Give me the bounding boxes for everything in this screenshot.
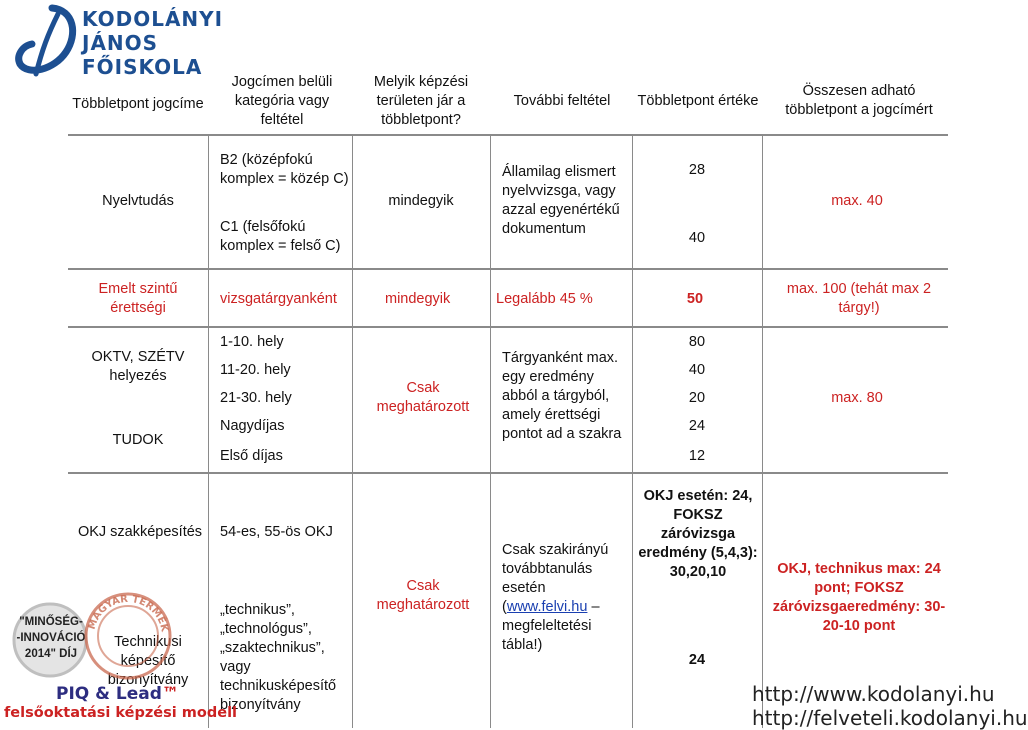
kodolanyi-logo <box>14 4 224 80</box>
oktv-value-5: 12 <box>688 447 706 464</box>
logo-line-3: FŐISKOLA <box>82 55 203 79</box>
okj-condition-text: Csak szakirányú továbbtanulás esetén ( <box>502 542 609 615</box>
logo-line-1: KODOLÁNYI <box>82 7 224 31</box>
oktv-value-1: 80 <box>688 333 706 350</box>
piq-part-2: ™ <box>161 684 179 704</box>
divider <box>68 268 948 270</box>
okj-value-2: 24 <box>688 651 706 668</box>
header-kategoria: Jogcímen belüli kategória vagy feltétel <box>231 73 333 128</box>
badge-line-1: "MINŐSÉG- <box>19 616 83 628</box>
okj-cat-1: 54-es, 55-ös OKJ <box>220 523 333 540</box>
seal-text: MAGYAR TERMÉK <box>86 593 170 633</box>
piq-lead-label <box>56 684 179 704</box>
header-ertek: Többletpont értéke <box>637 92 759 109</box>
felvi-link[interactable]: www.felvi.hu <box>506 599 588 615</box>
nyelvtudas-condition: Államilag elismert nyelvvizsga, vagy azzal egyenértékű dokumentum <box>502 164 620 237</box>
emelt-total: max. 100 (tehát max 2 tárgy!) <box>786 281 932 316</box>
nyelvtudas-value-b2: 28 <box>688 161 706 178</box>
oktv-cat-4: Nagydíjas <box>220 417 285 434</box>
oktv-total: max. 80 <box>831 389 883 406</box>
nyelvtudas-b2: B2 (középfokú komplex = közép C) <box>220 152 349 187</box>
emelt-value: 50 <box>686 290 704 307</box>
emelt-condition: Legalább 45 % <box>496 290 593 307</box>
oktv-condition: Tárgyanként max. egy eredmény abból a tárgyból, amely érettségi pontot ad a szakra <box>502 349 622 442</box>
badge-line-2: -INNOVÁCIÓ <box>16 632 86 644</box>
divider <box>490 134 491 728</box>
okj-value-1: OKJ esetén: 24, FOKSZ záróvizsga eredmény (5,4,3): 30,20,10 <box>638 487 758 580</box>
nyelvtudas-value-c1: 40 <box>688 229 706 246</box>
nyelvtudas-c1: C1 (felsőfokú komplex = felső C) <box>220 219 341 254</box>
row-technikus-title: Technikusi képesítő bizonyítvány <box>107 633 189 688</box>
header-feltetel: További feltétel <box>513 92 611 109</box>
oktv-value-2: 40 <box>688 361 706 378</box>
seal-icon <box>82 590 174 682</box>
url-felveteli[interactable]: http://felveteli.kodolanyi.hu <box>752 706 1028 730</box>
okj-area: Csak meghatározott <box>376 578 470 613</box>
header-terulet: Melyik képzési területen jár a többletpont? <box>373 73 469 128</box>
row-nyelvtudas-title: Nyelvtudás <box>102 192 174 209</box>
divider <box>68 326 948 328</box>
oktv-cat-3: 21-30. hely <box>220 389 292 406</box>
logo-line-2: JÁNOS <box>82 31 159 55</box>
model-label: felsőoktatási képzési modell <box>4 705 238 721</box>
logo-mark-icon <box>14 4 82 80</box>
nyelvtudas-area: mindegyik <box>388 192 454 209</box>
oktv-cat-1: 1-10. hely <box>220 333 284 350</box>
badge-line-3: 2014" DÍJ <box>24 648 78 660</box>
piq-part-1: PIQ & Lead <box>56 684 162 704</box>
oktv-cat-5: Első díjas <box>220 447 283 464</box>
nyelvtudas-total: max. 40 <box>831 192 883 209</box>
url-kodolanyi[interactable]: http://www.kodolanyi.hu <box>752 682 995 706</box>
row-tudok-title: TUDOK <box>112 431 164 448</box>
divider <box>68 472 948 474</box>
okj-cat-2: „technikus”, „technológus”, „szaktechnikus”, vagy technikusképesítő bizonyítvány <box>220 602 337 713</box>
emelt-category: vizsgatárgyanként <box>220 290 337 307</box>
row-okj-title: OKJ szakképesítés <box>77 523 203 540</box>
oktv-cat-2: 11-20. hely <box>220 361 291 378</box>
row-oktv-title: OKTV, SZÉTV helyezés <box>91 349 185 384</box>
oktv-value-3: 20 <box>688 389 706 406</box>
divider <box>208 134 209 728</box>
emelt-area: mindegyik <box>385 290 451 307</box>
header-jogcim: Többletpont jogcíme <box>72 95 204 112</box>
magyar-termek-seal <box>82 590 174 682</box>
okj-total: OKJ, technikus max: 24 pont; FOKSZ záróvizsgaeredmény: 30-20-10 pont <box>772 561 946 634</box>
oktv-value-4: 24 <box>688 417 706 434</box>
row-emelt-title: Emelt szintű érettségi <box>98 281 178 316</box>
quality-award-badge <box>10 600 90 680</box>
okj-condition-tail: – megfeleltetési tábla!) <box>502 599 600 653</box>
oktv-area: Csak meghatározott <box>376 380 470 415</box>
okj-condition <box>502 536 630 660</box>
header-osszesen: Összesen adható többletpont a jogcímért <box>785 83 933 118</box>
